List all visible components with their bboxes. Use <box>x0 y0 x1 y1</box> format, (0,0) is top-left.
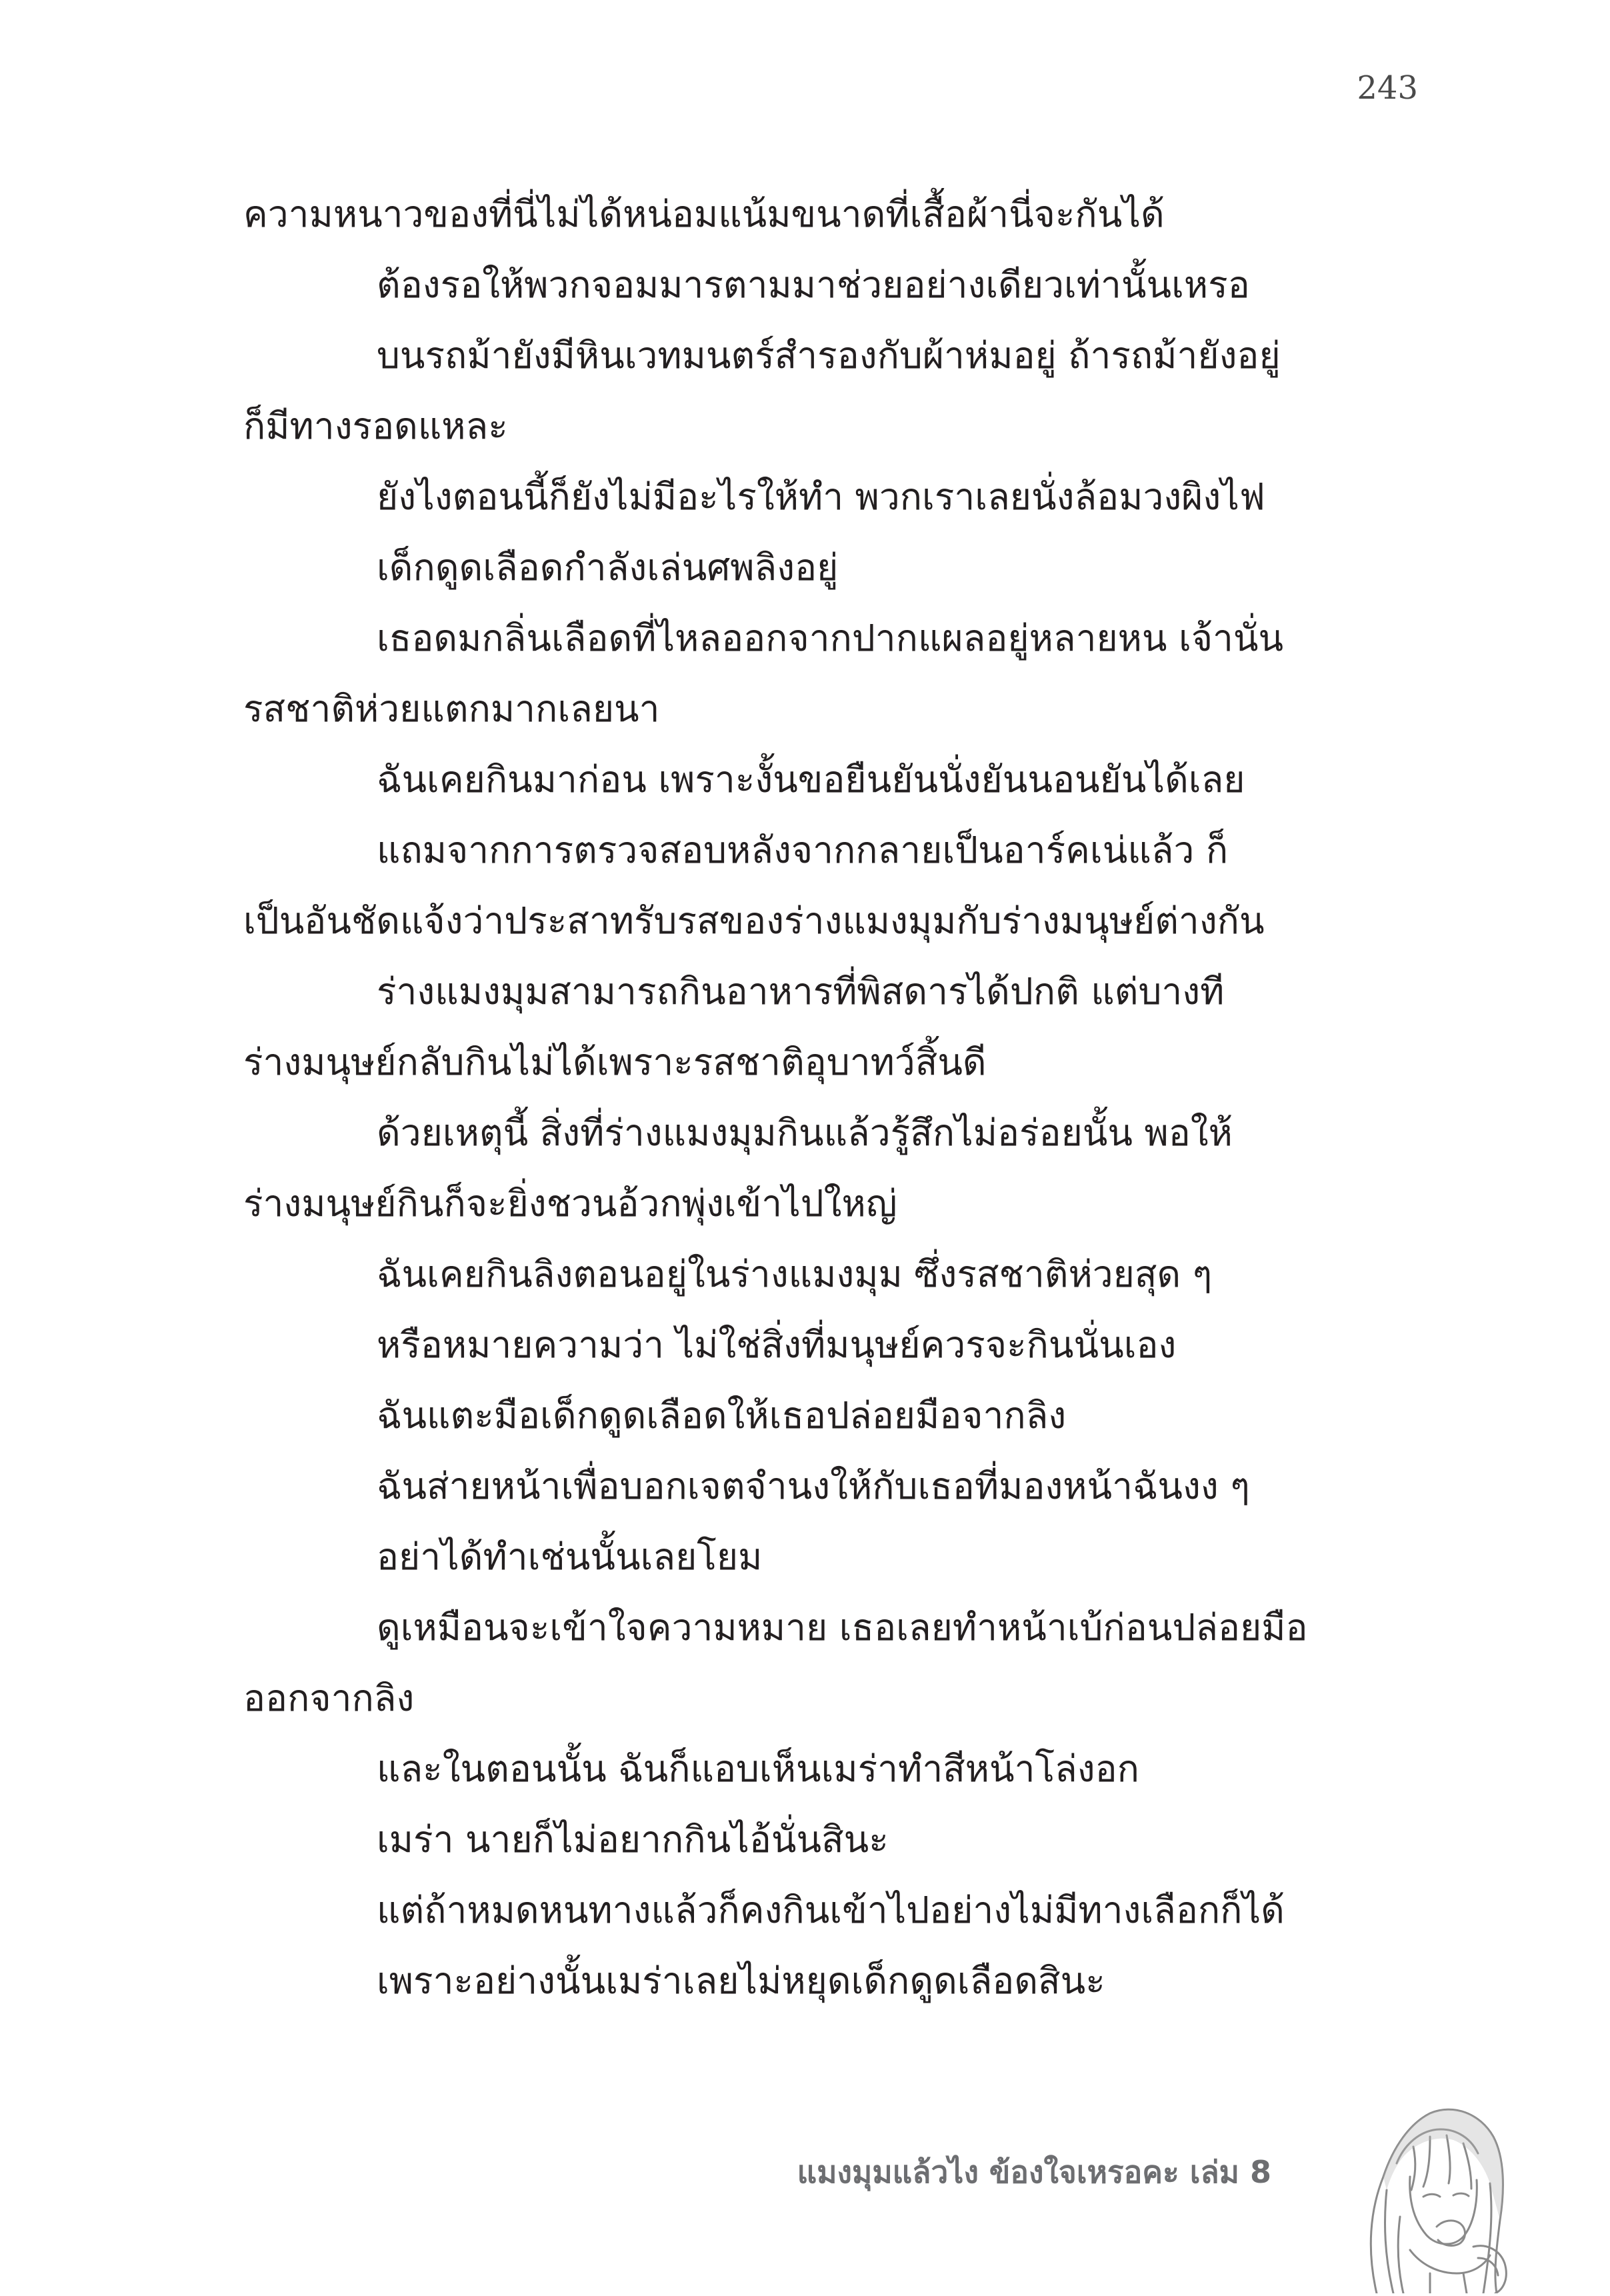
text-line: เมร่า นายก็ไม่อยากกินไอ้นั่นสินะ <box>377 1818 889 1861</box>
text-line: หรือหมายความว่า ไม่ใช่สิ่งที่มนุษย์ควรจะกินนั่นเอง <box>377 1323 1177 1366</box>
text-line: บนรถม้ายังมีหินเวทมนตร์สำรองกับผ้าห่มอยู่ ถ้ารถม้ายังอยู่ <box>377 334 1281 377</box>
text-line: ฉันเคยกินลิงตอนอยู่ในร่างแมงมุม ซึ่งรสชาติห่วยสุด ๆ <box>377 1253 1213 1295</box>
text-line: ฉันส่ายหน้าเพื่อบอกเจตจำนงให้กับเธอที่มองหน้าฉันงง ๆ <box>377 1465 1250 1507</box>
text-line: ร่างมนุษย์กลับกินไม่ได้เพราะรสชาติอุบาทว์สิ้นดี <box>243 1041 987 1083</box>
text-line: ก็มีทางรอดแหละ <box>243 405 508 447</box>
text-line: เพราะอย่างนั้นเมร่าเลยไม่หยุดเด็กดูดเลือดสินะ <box>377 1959 1105 2002</box>
text-line: ความหนาวของที่นี่ไม่ได้หน่อมแน้มขนาดที่เสื้อผ้านี่จะกันได้ <box>243 193 1165 235</box>
page-number: 243 <box>1357 69 1418 107</box>
text-line: ร่างมนุษย์กินก็จะยิ่งชวนอ้วกพุ่งเข้าไปใหญ่ <box>243 1182 897 1225</box>
text-line: เธอดมกลิ่นเลือดที่ไหลออกจากปากแผลอยู่หลายหน เจ้านั่น <box>377 617 1284 659</box>
text-line: อย่าได้ทำเช่นนั้นเลยโยม <box>377 1535 763 1578</box>
text-line: ฉันแตะมือเด็กดูดเลือดให้เธอปล่อยมือจากลิง <box>377 1394 1067 1437</box>
text-line: ดูเหมือนจะเข้าใจความหมาย เธอเลยทำหน้าเบ้ก่อนปล่อยมือ <box>377 1606 1308 1649</box>
text-line: ร่างแมงมุมสามารถกินอาหารที่พิสดารได้ปกติ แต่บางที <box>377 970 1225 1013</box>
text-line: ด้วยเหตุนี้ สิ่งที่ร่างแมงมุมกินแล้วรู้สึกไม่อร่อยนั้น พอให้ <box>377 1111 1233 1154</box>
text-line: ออกจากลิง <box>243 1677 415 1719</box>
text-line: เป็นอันชัดแจ้งว่าประสาทรับรสของร่างแมงมุมกับร่างมนุษย์ต่างกัน <box>243 899 1265 942</box>
text-line: และในตอนนั้น ฉันก็แอบเห็นเมร่าทำสีหน้าโล่งอก <box>377 1747 1139 1790</box>
text-line: รสชาติห่วยแตกมากเลยนา <box>243 687 660 730</box>
body-text <box>243 179 1420 2016</box>
text-line: แต่ถ้าหมดหนทางแล้วก็คงกินเข้าไปอย่างไม่มีทางเลือกก็ได้ <box>377 1889 1285 1931</box>
character-sketch-icon <box>1330 2083 1523 2293</box>
text-line: ต้องรอให้พวกจอมมารตามมาช่วยอย่างเดียวเท่านั้นเหรอ <box>377 263 1250 306</box>
footer-book-title: แมงมุมแล้วไง ข้องใจเหรอคะ เล่ม 8 <box>797 2154 1271 2190</box>
text-line: แถมจากการตรวจสอบหลังจากกลายเป็นอาร์คเน่แล้ว ก็ <box>377 829 1229 871</box>
text-line: เด็กดูดเลือดกำลังเล่นศพลิงอยู่ <box>377 546 839 589</box>
text-line: ฉันเคยกินมาก่อน เพราะงั้นขอยืนยันนั่งยันนอนยันได้เลย <box>377 758 1245 801</box>
text-line: ยังไงตอนนี้ก็ยังไม่มีอะไรให้ทำ พวกเราเลยนั่งล้อมวงผิงไฟ <box>377 475 1265 518</box>
